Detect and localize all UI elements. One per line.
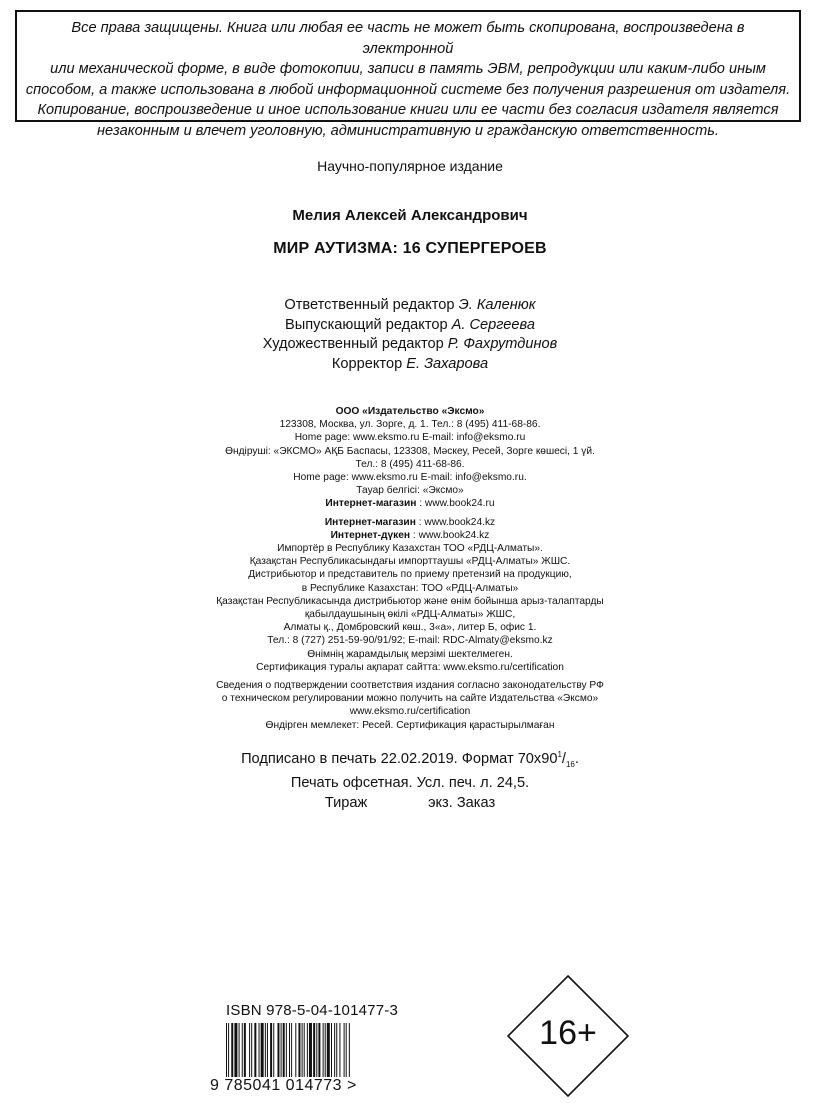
editor-name: Е. Захарова [406, 355, 489, 372]
importer: Импортёр в Республику Казахстан ТОО «РДЦ-Алматы». [277, 543, 543, 555]
publisher-kz-maker: Өндіруші: «ЭКСМО» АҚБ Баспасы, 123308, Мәскеу, Ресей, Зорге көшесі, 1 үй. [225, 445, 595, 457]
barcode-icon [226, 1023, 422, 1077]
copyright-line: незаконным и влечет уголовную, административную и гражданскую ответственность. [97, 122, 719, 139]
print-run: Тираж экз. Заказ [324, 794, 496, 811]
editor-role: Выпускающий редактор [285, 316, 452, 333]
age-rating-label: 16+ [539, 1014, 597, 1052]
age-rating-badge [506, 974, 630, 1098]
copyright-line: Копирование, воспроизведение и иное использование книги или ее части без согласия издателя является [37, 102, 779, 119]
editors-list [0, 296, 820, 374]
editor-role: Ответственный редактор [284, 297, 459, 313]
kz-address: Алматы қ., Домбровский көш., 3«а», литер Б, офис 1. [283, 622, 537, 634]
barcode-digits: 9 785041 014773 > [210, 1077, 357, 1094]
publisher-kz-web: Home page: www.eksmo.ru E-mail: info@eksmo.ru. [293, 472, 527, 484]
publisher-web: Home page: www.eksmo.ru E-mail: info@eksmo.ru [294, 432, 526, 444]
editor-role: Художественный редактор [262, 336, 448, 352]
certification-url: www.eksmo.ru/certification [349, 706, 471, 718]
kz-validity: Өнімнің жарамдылық мерзімі шектелмеген. [307, 648, 513, 660]
copyright-line: способом, а также использована в любой информационной системе без получения разрешения от издателя. [25, 81, 791, 98]
distributor-kz-line: Қазақстан Республикасында дистрибьютор және өнім бойынша арыз-талаптарды [216, 595, 604, 607]
editor-name: Р. Фахрутдинов [447, 336, 558, 352]
editor-line [0, 355, 820, 375]
publisher-name: ООО «Издательство «Эксмо» [335, 406, 485, 417]
online-shop-kz-kaz: Интернет-дүкен : www.book24.kz [330, 529, 490, 541]
kz-contacts: Тел.: 8 (727) 251-59-90/91/92; E-mail: RDC-Almaty@eksmo.kz [267, 635, 553, 647]
editor-role: Корректор [331, 355, 407, 372]
editor-line [0, 316, 820, 336]
editor-name: А. Сергеева [451, 316, 535, 333]
publisher-kz-phone: Тел.: 8 (495) 411-68-86. [355, 458, 465, 470]
publisher-imprint [0, 405, 820, 732]
distributor-kz-line: қабылдаушының өкілі «РДЦ-Алматы» ЖШС, [304, 609, 516, 621]
isbn-barcode-block [210, 1002, 440, 1094]
author-name: Мелия Алексей Александрович [292, 207, 528, 224]
isbn-number: ISBN 978-5-04-101477-3 [226, 1002, 399, 1019]
online-shop-kz: Интернет-магазин : www.book24.kz [324, 516, 496, 528]
publisher-address: 123308, Москва, ул. Зорге, д. 1. Тел.: 8 (495) 411-68-86. [279, 419, 541, 431]
certification-line: о техническом регулировании можно получить на сайте Издательства «Эксмо» [221, 693, 599, 705]
origin-country: Өндірген мемлекет: Ресей. Сертификация қарастырылмаған [265, 719, 555, 731]
certification-line: Сведения о подтверждении соответствия издания согласно законодательству РФ [216, 680, 604, 692]
editor-line [0, 296, 820, 316]
distributor-line: в Республике Казахстан: ТОО «РДЦ-Алматы» [301, 582, 519, 594]
online-shop-ru: Интернет-магазин : www.book24.ru [325, 498, 495, 510]
editor-line [0, 335, 820, 355]
edition-genre: Научно-популярное издание [317, 158, 503, 174]
signed-to-print: Подписано в печать 22.02.2019. Формат $70х90^1/_{16}$. [241, 750, 579, 769]
book-title: МИР АУТИЗМА: 16 СУПЕРГЕРОЕВ [273, 240, 547, 257]
printing-info [0, 745, 820, 813]
distributor-line: Дистрибьютор и представитель по приему претензий на продукцию, [248, 569, 572, 581]
copyright-line: или механической форме, в виде фотокопии, записи в память ЭВМ, репродукции или каким-либо иным [50, 61, 766, 78]
print-method: Печать офсетная. Усл. печ. л. 24,5. [290, 775, 530, 792]
copyright-box [15, 10, 801, 139]
importer-kz: Қазақстан Республикасындағы импорттаушы «РДЦ-Алматы» ЖШС. [249, 556, 571, 568]
copyright-line: Все права защищены. Книга или любая ее часть не может быть скопирована, воспроизведена в электронной [71, 20, 745, 57]
publisher-kz-brand: Тауар белгісі: «Эксмо» [356, 485, 464, 497]
kz-certification: Сертификация туралы ақпарат сайтта: www.eksmo.ru/certification [256, 661, 564, 673]
editor-name: Э. Каленюк [458, 297, 536, 313]
